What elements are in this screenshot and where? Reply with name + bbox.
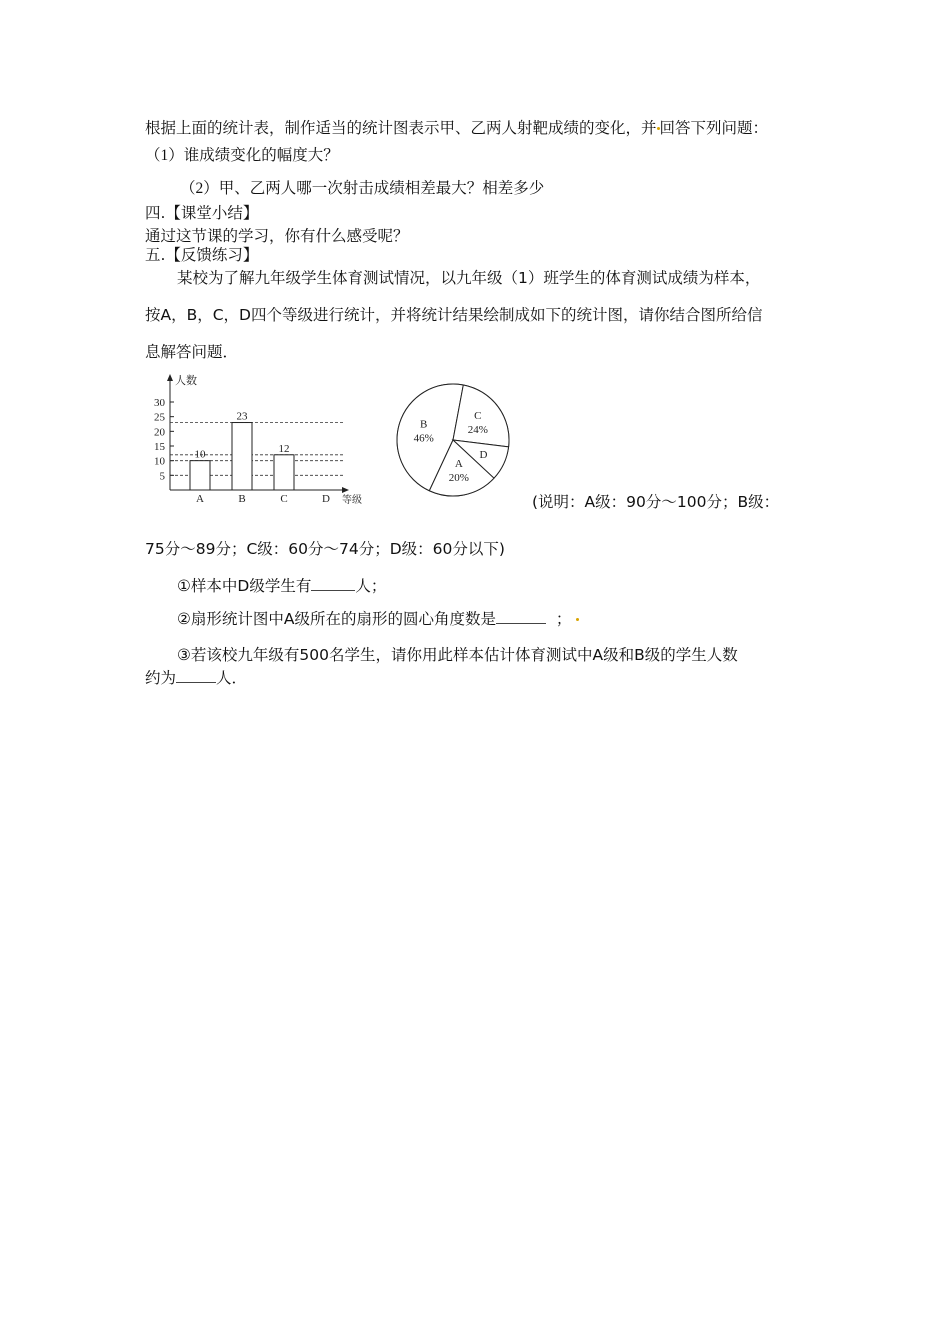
grade-note-line-2: 75分～89分；C级：60分～74分；D级：60分以下) <box>145 540 505 558</box>
bar-C <box>274 455 294 490</box>
answer-blank-2[interactable] <box>496 609 546 624</box>
bar-value-label: 12 <box>278 442 290 455</box>
exercise-question-1-text: ①样本中D级学生有 <box>177 577 312 595</box>
ink-dot <box>576 618 579 621</box>
pie-slice-label: B <box>420 418 428 431</box>
pie-slice-label: D <box>479 449 488 462</box>
pie-chart <box>390 378 520 508</box>
pie-slice-label: C <box>474 409 482 422</box>
exercise-question-3-text: 约为 <box>145 669 177 687</box>
exercise-question-2-text: ②扇形统计图中A级所在的扇形的圆心角度数是 <box>177 610 497 628</box>
section-5-para-line-1: 某校为了解九年级学生体育测试情况，以九年级（1）班学生的体育测试成绩为样本， <box>177 269 761 287</box>
question-1-number: （1） <box>145 147 184 164</box>
bar-B <box>232 423 252 490</box>
bar-A <box>190 461 210 490</box>
x-axis-arrow <box>342 487 349 493</box>
section-4-heading: 四.【课堂小结】 <box>145 204 259 222</box>
exercise-question-1-end: 人； <box>355 577 387 595</box>
pie-layer <box>397 384 509 496</box>
category-label: B <box>238 493 246 505</box>
question-2-number: （2） <box>180 180 219 197</box>
pie-slice-label: A <box>454 458 463 471</box>
exercise-question-1 <box>177 576 386 596</box>
answer-blank-3[interactable] <box>176 668 216 683</box>
y-tick-label: 20 <box>154 426 165 439</box>
grade-note-line-1: (说明：A级：90分～100分；B级： <box>532 493 780 511</box>
y-tick-label: 10 <box>154 455 165 468</box>
section-4-text: 通过这节课的学习，你有什么感受呢？ <box>145 227 409 245</box>
pie-slice-percent: 46% <box>413 432 434 445</box>
x-axis-label: 等级 <box>342 495 362 506</box>
answer-blank-1[interactable] <box>311 576 355 591</box>
question-2 <box>180 178 544 199</box>
y-axis-arrow <box>167 374 173 381</box>
pie-slice-percent: 24% <box>467 423 488 436</box>
intro-line-1 <box>145 118 768 138</box>
exercise-question-3-line-1: ③若该校九年级有500名学生，请你用此样本估计体育测试中A级和B级的学生人数 <box>177 646 738 664</box>
section-5-heading: 五.【反馈练习】 <box>145 246 259 264</box>
exercise-question-3-end: 人． <box>216 669 248 687</box>
exercise-question-2-end: ； <box>555 610 572 628</box>
y-tick-label: 25 <box>154 411 165 424</box>
question-1 <box>145 145 339 166</box>
y-tick-label: 30 <box>154 397 165 409</box>
y-axis-label: 人数 <box>175 375 197 387</box>
category-label: D <box>322 493 330 505</box>
category-label: A <box>196 493 204 505</box>
intro-line-1-text: 根据上面的统计表，制作适当的统计图表示甲、乙两人射靶成绩的变化，并 <box>145 119 657 137</box>
y-tick-label: 5 <box>159 470 165 483</box>
question-2-text: 甲、乙两人哪一次射击成绩相差最大？相差多少 <box>218 179 545 197</box>
section-5-para-line-2: 按A，B，C，D四个等级进行统计，并将统计结果绘制成如下的统计图，请你结合图所给信 <box>145 306 763 324</box>
bar-value-label: 23 <box>236 410 248 423</box>
bar-chart <box>140 370 380 510</box>
exercise-question-2 <box>177 609 579 629</box>
y-tick-label: 15 <box>154 441 165 453</box>
pie-slice-percent: 20% <box>448 472 469 485</box>
bar-value-label: 10 <box>194 448 206 461</box>
exercise-question-3-line-2 <box>145 668 247 688</box>
category-label: C <box>280 493 288 505</box>
question-1-text: 谁成绩变化的幅度大？ <box>183 146 339 164</box>
section-5-para-line-3: 息解答问题． <box>145 343 239 361</box>
intro-line-1-tail: 回答下列问题： <box>659 119 769 137</box>
bar-layer <box>154 397 345 505</box>
